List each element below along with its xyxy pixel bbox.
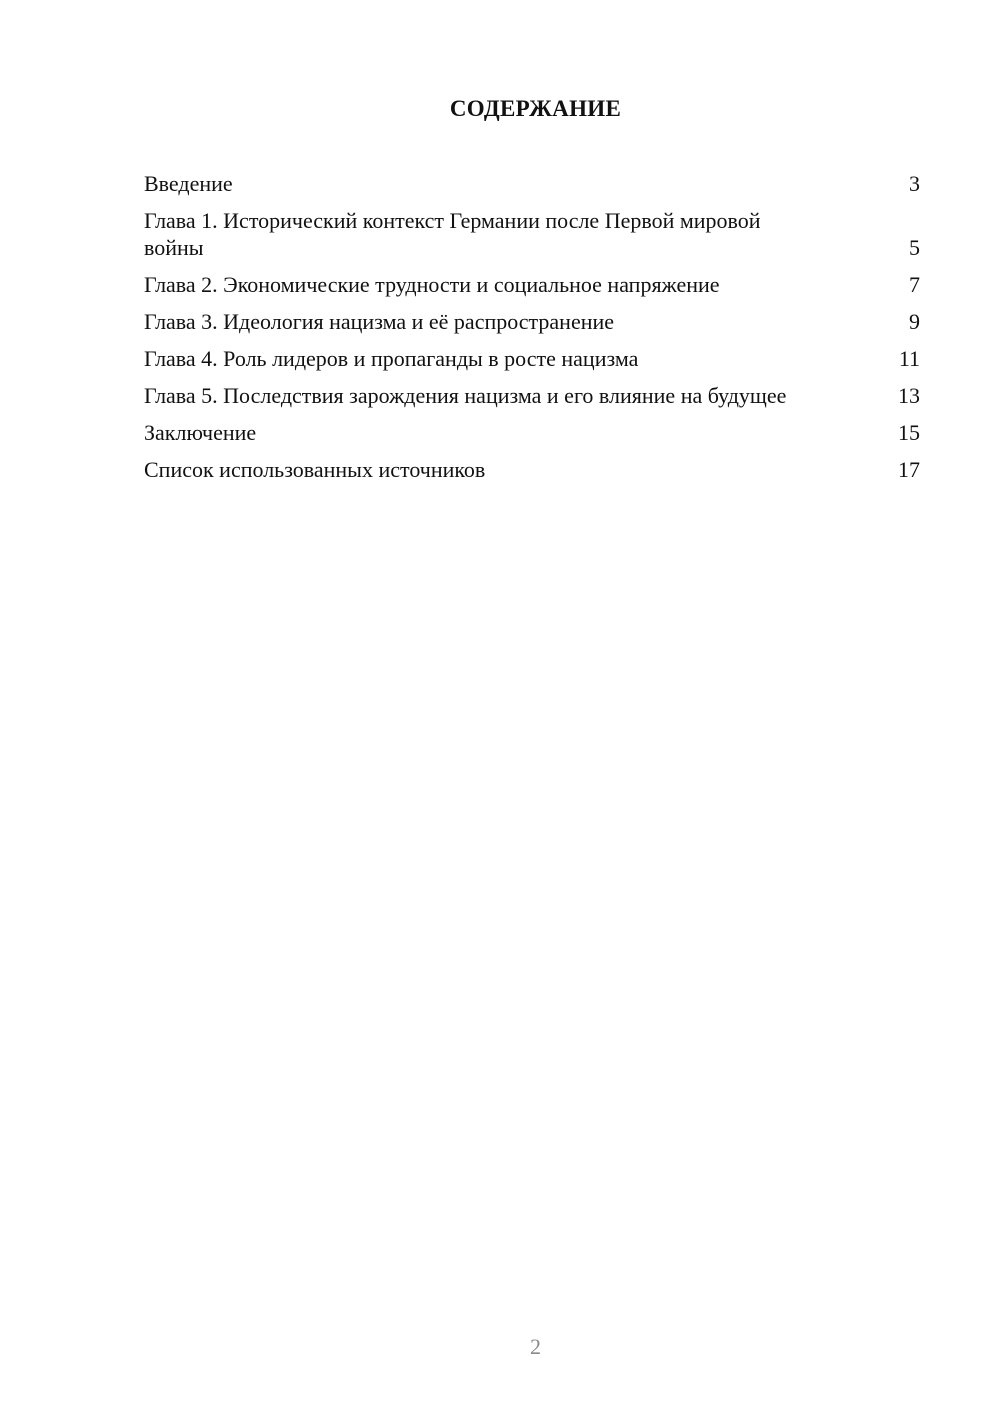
toc-entry-page: 5 (909, 235, 920, 260)
toc-entry (144, 170, 920, 197)
toc-entry (144, 382, 920, 409)
page-title: СОДЕРЖАНИЕ (449, 96, 622, 121)
toc-entry-title: Глава 2. Экономические трудности и социальное напряжение (144, 272, 720, 297)
page-number: 2 (530, 1334, 541, 1359)
toc-entry-title: Глава 4. Роль лидеров и пропаганды в росте нацизма (144, 346, 639, 371)
toc-entry-page: 17 (898, 457, 920, 482)
toc-entry-page: 13 (898, 383, 920, 408)
toc-entry (144, 419, 920, 446)
toc-entry-title: Список использованных источников (144, 457, 486, 482)
toc-entry (144, 345, 920, 372)
toc-entry-title: Глава 5. Последствия зарождения нацизма и его влияние на будущее (144, 383, 787, 408)
toc-entry-page: 3 (909, 171, 920, 196)
toc-entry-title: Заключение (144, 420, 257, 445)
toc-entry (144, 271, 920, 298)
toc-entry-page: 15 (898, 420, 920, 445)
toc-entry (144, 308, 920, 335)
toc-entry-title: Глава 1. Исторический контекст Германии после Первой мировой войны (144, 208, 761, 260)
toc-entry-title: Глава 3. Идеология нацизма и её распространение (144, 309, 615, 334)
toc-entry-page: 11 (898, 346, 920, 371)
toc-entry-title: Введение (144, 171, 233, 196)
table-of-contents (144, 170, 920, 493)
toc-entry-page: 9 (909, 309, 920, 334)
toc-entry (144, 456, 920, 483)
toc-entry (144, 207, 920, 261)
toc-entry-page: 7 (909, 272, 920, 297)
